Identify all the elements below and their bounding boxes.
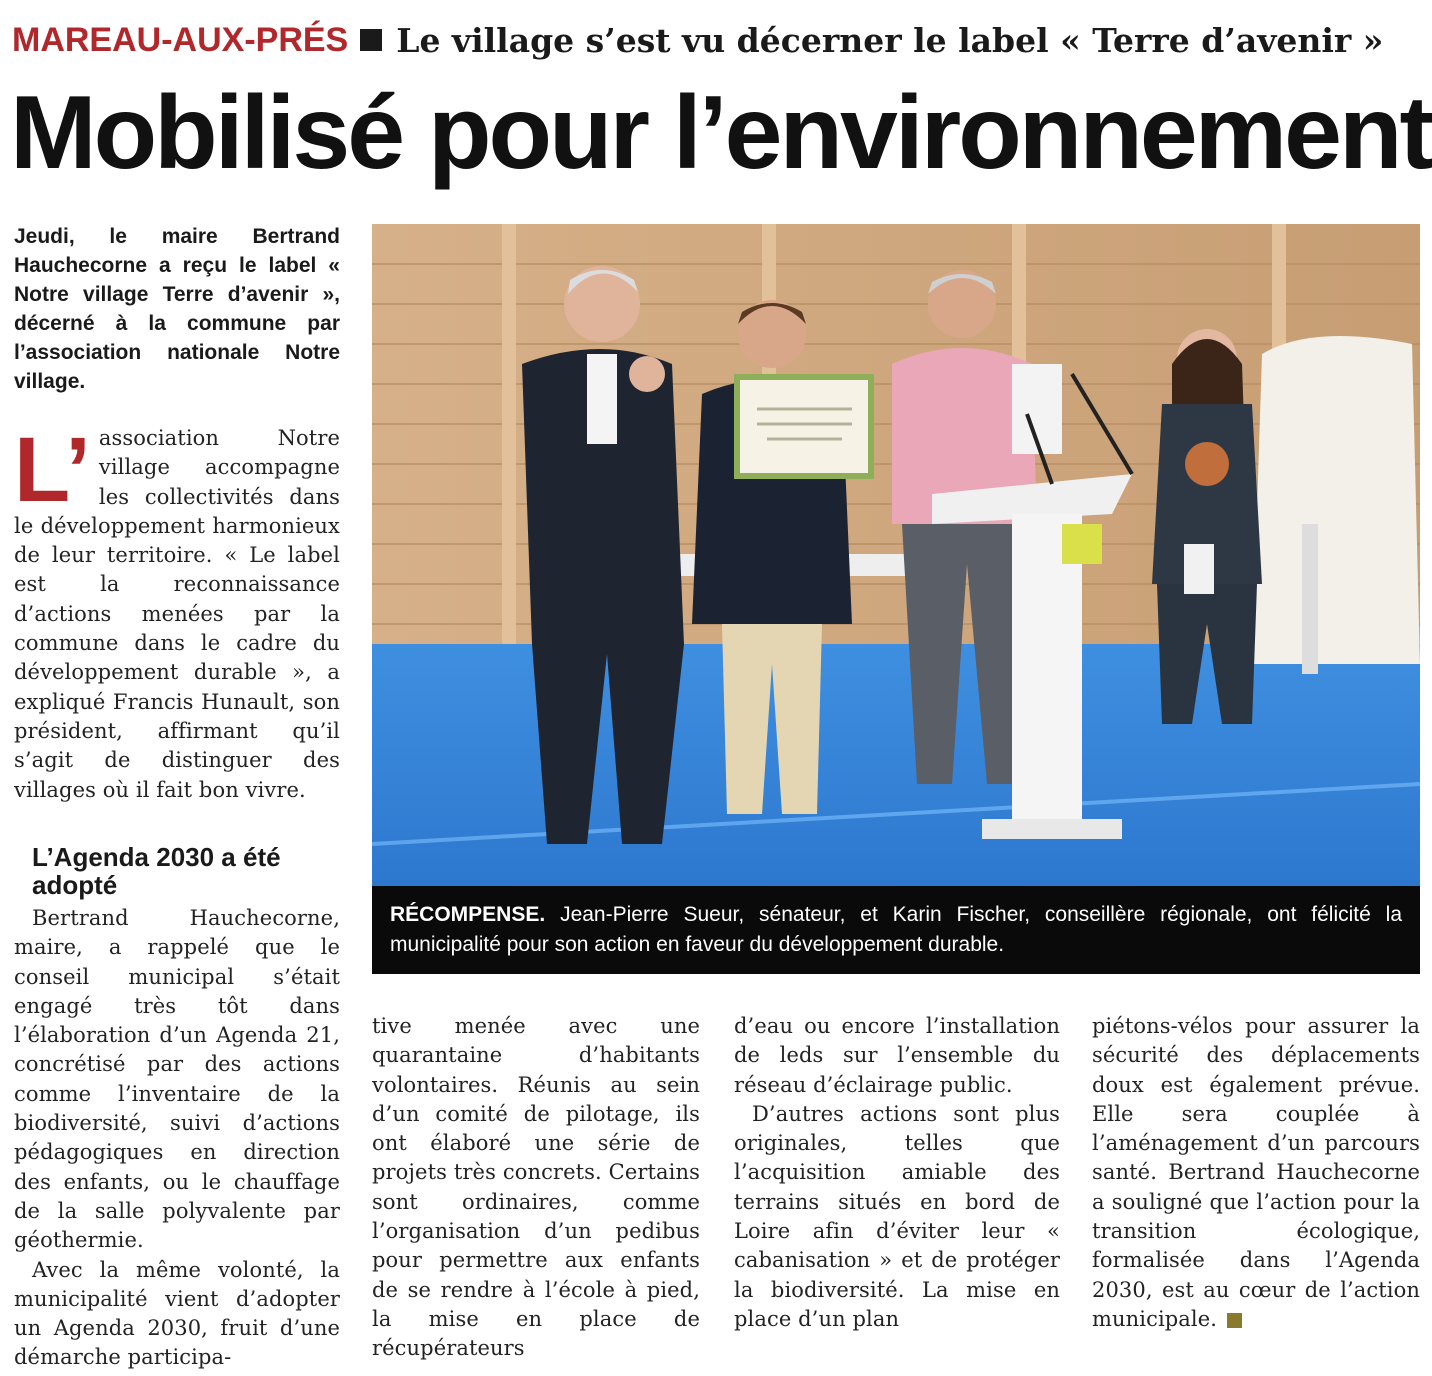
article-column-1-bottom xyxy=(14,904,340,1373)
paragraph-agenda2030: Avec la même volonté, la municipalité vient d’adopter un Agenda 2030, fruit d’une démarche participa- xyxy=(14,1257,340,1370)
article-column-3 xyxy=(734,1012,1060,1334)
kicker-square-icon xyxy=(360,29,382,51)
lead-paragraph: Jeudi, le maire Bertrand Hauchecorne a reçu le label « Notre village Terre d’avenir », décerné à la commune par l’association nationale Notre village. xyxy=(14,225,340,393)
kicker-place: MAREAU-AUX-PRÉS xyxy=(12,20,349,59)
paragraph-col3a: d’eau ou encore l’installation de leds sur l’ensemble du réseau d’éclairage public. xyxy=(734,1014,1060,1097)
section-subhead: L’Agenda 2030 a été adopté xyxy=(32,842,281,900)
kicker-subtitle: Le village s’est vu décerner le label « Terre d’avenir » xyxy=(396,20,1384,60)
paragraph-agenda21: Bertrand Hauchecorne, maire, a rappelé que le conseil municipal s’était engagé très tôt dans l’élaboration d’un Agenda 21, concrétisé par des actions comme l’inventaire de la biodiversité, suivi d’actions pédagogiques en direction des enfants, ou le chauffage de la salle polyvalente par géothermie. xyxy=(14,906,340,1253)
article-column-2 xyxy=(372,1012,700,1364)
paragraph-col4-text: piétons-vélos pour assurer la sécurité des déplacements doux est également prévue. Elle sera couplée à l’aménagement d’un parcours santé. Bertrand Hauchecorne a souligné que l’action pour la transition écologique, formalisée dans l’Agenda 2030, est au cœur de l’action municipale. xyxy=(1092,1014,1420,1331)
article-column-4 xyxy=(1092,1012,1420,1334)
paragraph-col3b: D’autres actions sont plus originales, telles que l’acquisition amiable des terrains situés en bord de Loire afin d’éviter leur « cabanisation » et de protéger la biodiversité. La mise en place d’un plan xyxy=(734,1101,1060,1331)
article-photo xyxy=(372,224,1420,886)
page-title: Mobilisé pour l’environnement xyxy=(10,75,1432,191)
paragraph-col2: tive menée avec une quarantaine d’habitants volontaires. Réunis au sein d’un comité de pilotage, ils ont élaboré une série de projets très concrets. Certains sont ordinaires, comme l’organisation d’un pedibus pour permettre aux enfants de se rendre à l’école à pied, la mise en place de récupérateurs xyxy=(372,1014,700,1361)
paragraph-intro: association Notre village accompagne les collectivités dans le développement harmonieux de leur territoire. « Le label est la reconnaissance d’actions menées par la commune dans le cadre du développement durable », a expliqué Francis Hunault, son président, affirmant qu’il s’agit de distinguer des villages où il fait bon vivre. xyxy=(14,426,340,802)
paragraph-col4 xyxy=(1092,1012,1420,1334)
article-column-1-top xyxy=(14,419,340,805)
photo-caption xyxy=(372,886,1420,974)
drop-cap: L’ xyxy=(14,419,91,521)
kicker xyxy=(12,18,1383,62)
ceremony-photo-illustration xyxy=(372,224,1420,886)
end-of-article-square-icon xyxy=(1227,1313,1242,1328)
caption-text: Jean-Pierre Sueur, sénateur, et Karin Fischer, conseillère régionale, ont félicité la municipalité pour son action en faveur du développement durable. xyxy=(390,903,1402,956)
caption-label: RÉCOMPENSE. xyxy=(390,903,546,926)
